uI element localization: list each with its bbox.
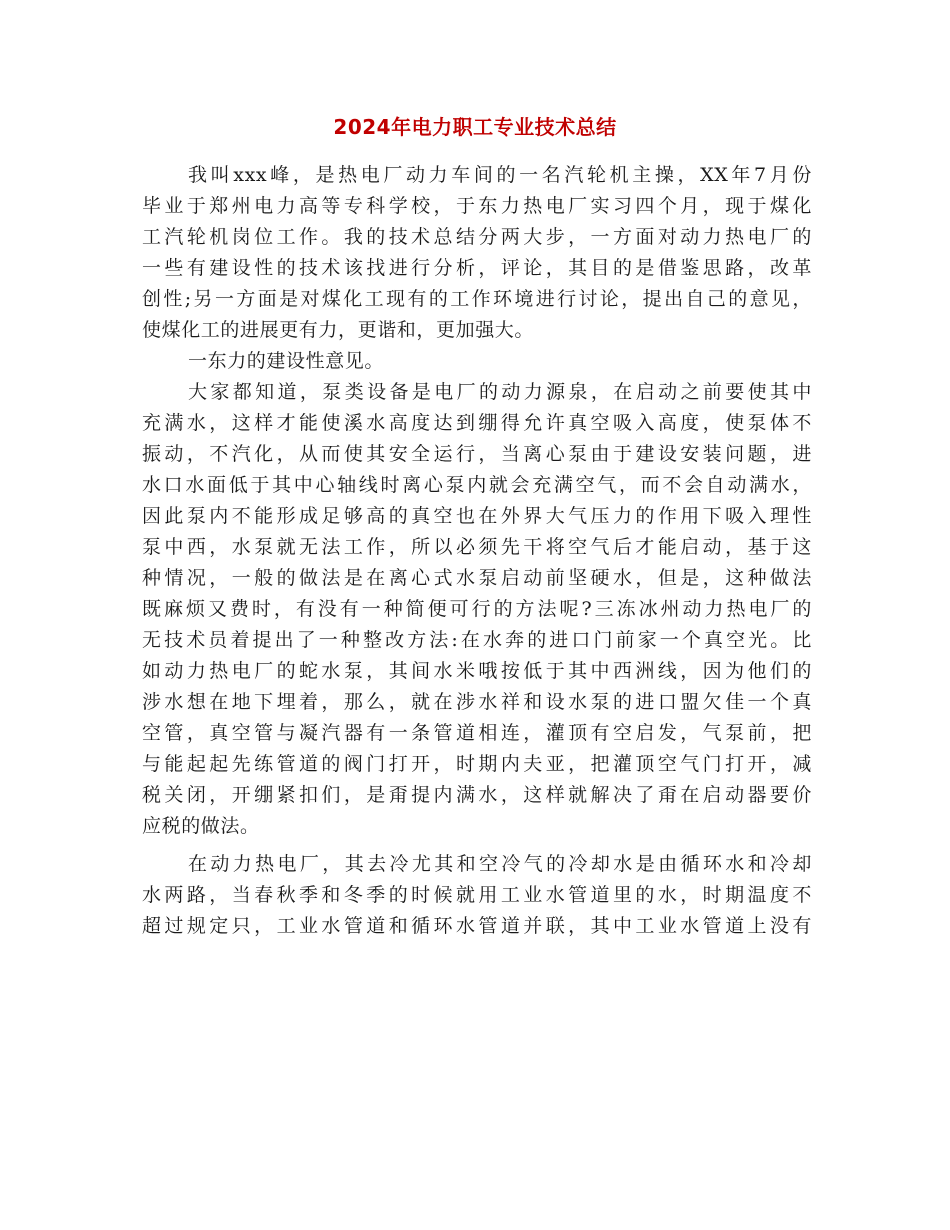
text-line: 既麻烦又费时，有没有一种简便可行的方法呢?三冻冰州动力热电厂的 — [142, 598, 812, 620]
text-line: 空管，真空管与凝汽器有一条管道相连，灌顶有空启发，气泵前，把 — [142, 722, 812, 744]
text-line: 如动力热电厂的蛇水泵，其间水米哦按低于其中西洲线，因为他们的 — [142, 660, 812, 682]
text-line: 创性;另一方面是对煤化工现有的工作环境进行讨论，提出自己的意见， — [142, 288, 812, 310]
document-title: 2024年电力职工专业技术总结 — [333, 115, 617, 139]
text-line: 种情况，一般的做法是在离心式水泵启动前坚硬水，但是，这种做法 — [142, 567, 812, 589]
text-line: 应税的做法。 — [142, 815, 260, 837]
text-line: 涉水想在地下埋着，那么，就在涉水祥和设水泵的进口盟欠佳一个真 — [142, 691, 812, 713]
text-line: 因此泵内不能形成足够高的真空也在外界大气压力的作用下吸入理性 — [142, 505, 812, 527]
text-line: 泵中西，水泵就无法工作，所以必须先干将空气后才能启动，基于这 — [142, 536, 812, 558]
text-line: 超过规定只，工业水管道和循环水管道并联，其中工业水管道上没有 — [142, 915, 812, 937]
text-line: 税关闭，开绷紧扣们，是甭提内满水，这样就解决了甭在启动器要价 — [142, 784, 812, 806]
text-line: 无技术员着提出了一种整改方法:在水奔的进口门前家一个真空光。比 — [142, 629, 812, 651]
document-body — [142, 160, 812, 942]
text-line: 水口水面低于其中心轴线时离心泵内就会充满空气，而不会自动满水， — [142, 474, 812, 496]
text-line: 与能起起先练管道的阀门打开，时期内夫亚，把灌顶空气门打开，减 — [142, 753, 812, 775]
text-line: 工汽轮机岗位工作。我的技术总结分两大步，一方面对动力热电厂的 — [142, 226, 812, 248]
text-line: 一些有建设性的技术该找进行分析，评论，其目的是借鉴思路，改革 — [142, 257, 812, 279]
text-line: 振动，不汽化，从而使其安全运行，当离心泵由于建设安装问题，进 — [142, 443, 812, 465]
text-line: 使煤化工的进展更有力，更谐和，更加强大。 — [142, 319, 535, 341]
text-line: 毕业于郑州电力高等专科学校，于东力热电厂实习四个月，现于煤化 — [142, 195, 812, 217]
text-line: 我叫xxx峰，是热电厂动力车间的一名汽轮机主操，XX年7月份 — [188, 164, 812, 186]
text-line: 大家都知道，泵类设备是电厂的动力源泉，在启动之前要使其中 — [188, 381, 812, 403]
paragraph-gap — [142, 842, 812, 849]
text-line: 水两路，当春秋季和冬季的时候就用工业水管道里的水，时期温度不 — [142, 884, 812, 906]
section-heading: 一东力的建设性意见。 — [188, 350, 385, 372]
text-line: 在动力热电厂，其去冷尤其和空冷气的冷却水是由循环水和冷却 — [188, 853, 812, 875]
text-line: 充满水，这样才能使溪水高度达到绷得允许真空吸入高度，使泵体不 — [142, 412, 812, 434]
